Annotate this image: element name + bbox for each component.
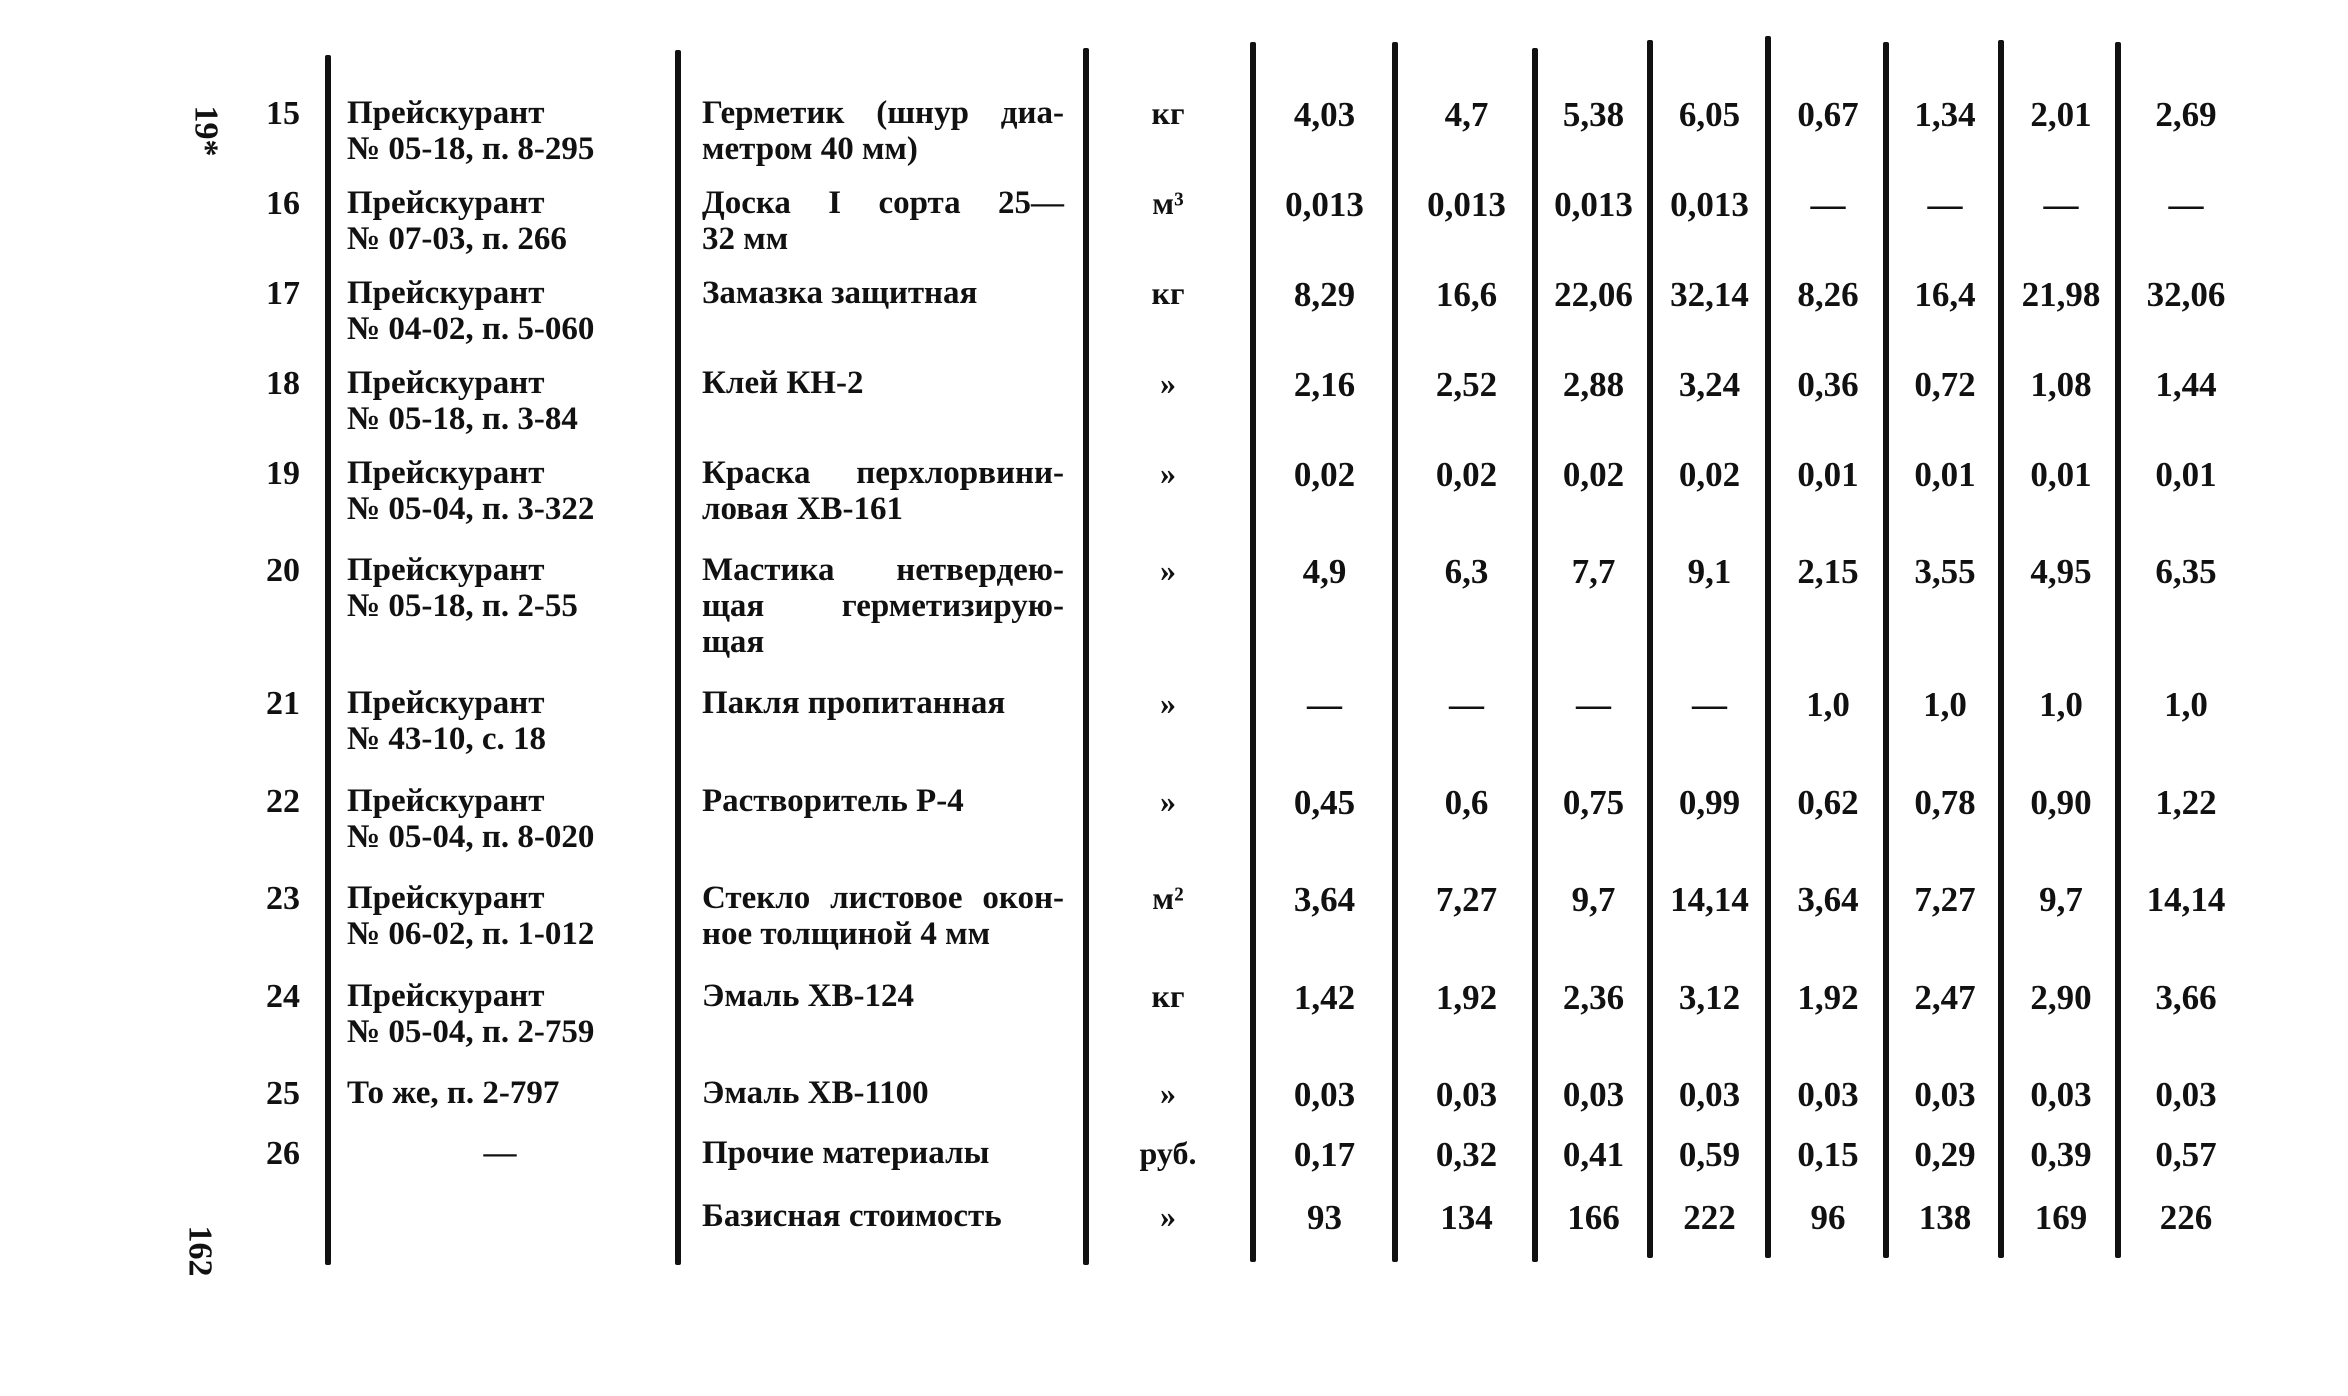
price-list-reference: № 07-03, п. 266 xyxy=(347,221,567,257)
unit-of-measure: » xyxy=(1160,685,1176,721)
consumption-value: 0,01 xyxy=(1914,455,1976,494)
column-rule xyxy=(325,55,331,1265)
consumption-value: 2,69 xyxy=(2155,95,2217,134)
material-name: ное толщиной 4 мм xyxy=(702,916,991,952)
consumption-value: 0,03 xyxy=(1435,1075,1498,1114)
row-number: 17 xyxy=(266,275,300,312)
row-number: 19 xyxy=(266,455,300,492)
consumption-value: — xyxy=(2168,185,2204,224)
consumption-value: 7,27 xyxy=(1914,880,1976,919)
unit-of-measure: » xyxy=(1160,552,1176,588)
column-rule xyxy=(1083,48,1089,1265)
price-list-reference: № 04-02, п. 5-060 xyxy=(347,311,595,347)
consumption-value: 6,05 xyxy=(1678,95,1741,134)
unit-of-measure: » xyxy=(1160,455,1176,491)
consumption-value: 96 xyxy=(1810,1198,1846,1237)
consumption-value: 0,013 xyxy=(1285,185,1364,224)
price-list-reference: № 05-18, п. 8-295 xyxy=(347,131,595,167)
price-list-reference: Прейскурант xyxy=(347,880,545,916)
material-name: Краска перхлорвини- xyxy=(702,455,1064,491)
margin-top-note: 19* xyxy=(187,105,225,157)
material-name: Прочие материалы xyxy=(702,1135,990,1171)
consumption-value: 16,6 xyxy=(1435,275,1498,314)
consumption-value: 3,12 xyxy=(1678,978,1741,1017)
price-list-reference: Прейскурант xyxy=(347,552,545,588)
consumption-value: 0,03 xyxy=(1562,1075,1625,1114)
consumption-value: 0,03 xyxy=(1797,1075,1859,1114)
consumption-value: 2,36 xyxy=(1562,978,1625,1017)
price-list-reference: Прейскурант xyxy=(347,685,545,721)
unit-of-measure: » xyxy=(1160,783,1176,819)
consumption-value: 9,7 xyxy=(1571,880,1616,919)
consumption-value: 2,47 xyxy=(1914,978,1976,1017)
price-list-reference: Прейскурант xyxy=(347,95,545,131)
consumption-value: 4,03 xyxy=(1293,95,1356,134)
consumption-value: 0,02 xyxy=(1435,455,1498,494)
material-name: щая герметизирую- xyxy=(702,588,1064,624)
consumption-value: 93 xyxy=(1307,1198,1342,1237)
consumption-value: 21,98 xyxy=(2021,275,2101,314)
page-number: 162 xyxy=(181,1225,219,1277)
consumption-value: 0,01 xyxy=(2030,455,2092,494)
row-number: 24 xyxy=(266,978,300,1015)
consumption-value: 0,32 xyxy=(1435,1135,1498,1174)
consumption-value: 0,03 xyxy=(2155,1075,2217,1114)
material-name: Пакля пропитанная xyxy=(702,685,1006,721)
consumption-value: 0,02 xyxy=(1562,455,1625,494)
consumption-value: 0,013 xyxy=(1427,185,1506,224)
unit-of-measure: » xyxy=(1160,365,1176,401)
consumption-value: 1,34 xyxy=(1914,95,1976,134)
consumption-value: 9,7 xyxy=(2039,880,2083,919)
consumption-value: 226 xyxy=(2159,1198,2213,1237)
consumption-value: 1,42 xyxy=(1293,978,1356,1017)
column-rule xyxy=(1647,40,1653,1258)
column-rule xyxy=(1392,42,1398,1262)
consumption-value: 1,0 xyxy=(2039,685,2083,724)
consumption-value: — xyxy=(2043,185,2079,224)
consumption-value: 6,3 xyxy=(1444,552,1489,591)
consumption-value: 1,92 xyxy=(1797,978,1859,1017)
unit-of-measure: кг xyxy=(1151,275,1185,311)
row-number: 18 xyxy=(266,365,300,402)
price-list-reference: № 05-04, п. 8-020 xyxy=(347,819,595,855)
consumption-value: 0,99 xyxy=(1678,783,1741,822)
consumption-value: 0,62 xyxy=(1797,783,1859,822)
consumption-value: 0,013 xyxy=(1670,185,1749,224)
unit-of-measure: » xyxy=(1160,1198,1176,1234)
row-number: 23 xyxy=(266,880,300,917)
consumption-value: 16,4 xyxy=(1914,275,1976,314)
row-number: 20 xyxy=(266,552,300,589)
consumption-value: 8,29 xyxy=(1293,275,1356,314)
unit-of-measure: » xyxy=(1160,1075,1176,1111)
row-number: 15 xyxy=(266,95,300,132)
consumption-value: 0,36 xyxy=(1797,365,1859,404)
consumption-value: — xyxy=(1576,685,1611,724)
material-name: щая xyxy=(702,624,765,660)
consumption-value: 0,15 xyxy=(1797,1135,1859,1174)
consumption-value: 169 xyxy=(2034,1198,2088,1237)
consumption-value: 1,92 xyxy=(1435,978,1498,1017)
price-list-reference: Прейскурант xyxy=(347,455,545,491)
consumption-value: 32,14 xyxy=(1670,275,1749,314)
consumption-value: 138 xyxy=(1918,1198,1972,1237)
unit-of-measure: кг xyxy=(1151,978,1185,1014)
consumption-value: 4,7 xyxy=(1444,95,1489,134)
price-list-reference: Прейскурант xyxy=(347,365,545,401)
column-rule xyxy=(2115,42,2121,1258)
material-name: Стекло листовое окон- xyxy=(702,880,1064,916)
consumption-value: 134 xyxy=(1440,1198,1493,1237)
consumption-value: 1,44 xyxy=(2155,365,2217,404)
consumption-value: 0,17 xyxy=(1293,1135,1356,1174)
consumption-value: 1,22 xyxy=(2155,783,2217,822)
consumption-value: 2,52 xyxy=(1435,365,1498,404)
consumption-value: 0,02 xyxy=(1678,455,1741,494)
price-list-reference: Прейскурант xyxy=(347,185,545,221)
consumption-value: 3,55 xyxy=(1914,552,1976,591)
material-name: метром 40 мм) xyxy=(702,131,918,167)
price-list-reference: Прейскурант xyxy=(347,783,545,819)
consumption-value: 0,45 xyxy=(1293,783,1356,822)
consumption-value: 0,67 xyxy=(1797,95,1859,134)
consumption-value: 1,0 xyxy=(1923,685,1967,724)
material-name: Эмаль ХВ-124 xyxy=(702,978,914,1014)
consumption-value: 0,03 xyxy=(2030,1075,2092,1114)
material-name: Растворитель Р-4 xyxy=(702,783,964,819)
row-number: 22 xyxy=(266,783,300,820)
consumption-value: 0,013 xyxy=(1554,185,1633,224)
consumption-value: 0,90 xyxy=(2030,783,2092,822)
row-number: 25 xyxy=(266,1075,300,1112)
material-name: 32 мм xyxy=(702,221,789,257)
consumption-value: — xyxy=(1307,685,1342,724)
consumption-value: — xyxy=(1810,185,1846,224)
consumption-value: 2,16 xyxy=(1293,365,1356,404)
consumption-value: 2,88 xyxy=(1562,365,1625,404)
price-list-reference: Прейскурант xyxy=(347,978,545,1014)
unit-of-measure: м³ xyxy=(1152,185,1184,221)
material-name: Эмаль ХВ-1100 xyxy=(702,1075,929,1111)
consumption-value: 3,66 xyxy=(2155,978,2217,1017)
column-rule xyxy=(1250,42,1256,1262)
material-name: Мастика нетвердею- xyxy=(702,552,1064,588)
consumption-value: 0,57 xyxy=(2155,1135,2217,1174)
row-number: 16 xyxy=(266,185,300,222)
consumption-value: 0,72 xyxy=(1914,365,1976,404)
price-list-reference: — xyxy=(483,1135,517,1171)
consumption-value: 8,26 xyxy=(1797,275,1859,314)
column-rule xyxy=(1998,40,2004,1258)
consumption-value: 9,1 xyxy=(1687,552,1732,591)
consumption-value: — xyxy=(1692,685,1727,724)
consumption-value: 3,64 xyxy=(1293,880,1356,919)
column-rule xyxy=(1883,42,1889,1258)
consumption-value: 1,08 xyxy=(2030,365,2092,404)
consumption-value: 7,27 xyxy=(1435,880,1498,919)
consumption-value: 0,03 xyxy=(1293,1075,1356,1114)
unit-of-measure: м² xyxy=(1152,880,1184,916)
consumption-value: 0,75 xyxy=(1562,783,1625,822)
consumption-value: 4,9 xyxy=(1302,552,1347,591)
consumption-value: 14,14 xyxy=(1670,880,1749,919)
material-name: ловая ХВ-161 xyxy=(702,491,903,527)
price-list-reference: № 05-04, п. 2-759 xyxy=(347,1014,595,1050)
price-list-reference: № 06-02, п. 1-012 xyxy=(347,916,595,952)
consumption-value: — xyxy=(1927,185,1963,224)
consumption-value: 0,03 xyxy=(1914,1075,1976,1114)
column-rule xyxy=(1532,48,1538,1262)
material-name: Базисная стоимость xyxy=(702,1198,1002,1234)
consumption-value: 0,03 xyxy=(1678,1075,1741,1114)
row-number: 21 xyxy=(266,685,300,722)
price-list-reference: Прейскурант xyxy=(347,275,545,311)
consumption-value: 0,01 xyxy=(1797,455,1859,494)
material-name: Герметик (шнур диа- xyxy=(702,95,1064,131)
consumption-value: 0,6 xyxy=(1444,783,1489,822)
consumption-value: 6,35 xyxy=(2155,552,2217,591)
consumption-value: 0,02 xyxy=(1293,455,1356,494)
consumption-value: 3,24 xyxy=(1678,365,1741,404)
unit-of-measure: кг xyxy=(1151,95,1185,131)
consumption-value: — xyxy=(1449,685,1484,724)
consumption-value: 0,01 xyxy=(2155,455,2217,494)
price-list-reference: № 05-04, п. 3-322 xyxy=(347,491,595,527)
unit-of-measure: руб. xyxy=(1139,1135,1197,1171)
consumption-value: 3,64 xyxy=(1797,880,1859,919)
consumption-value: 166 xyxy=(1567,1198,1620,1237)
consumption-value: 14,14 xyxy=(2146,880,2226,919)
material-name: Доска I сорта 25— xyxy=(702,185,1064,221)
price-list-reference: № 05-18, п. 3-84 xyxy=(347,401,578,437)
consumption-value: 1,0 xyxy=(1806,685,1850,724)
price-list-reference: То же, п. 2-797 xyxy=(347,1075,560,1111)
consumption-value: 0,41 xyxy=(1562,1135,1625,1174)
material-name: Клей КН-2 xyxy=(702,365,864,401)
row-number: 26 xyxy=(266,1135,300,1172)
price-list-reference: № 05-18, п. 2-55 xyxy=(347,588,578,624)
consumption-value: 222 xyxy=(1683,1198,1736,1237)
consumption-value: 2,01 xyxy=(2030,95,2092,134)
consumption-value: 22,06 xyxy=(1554,275,1633,314)
consumption-value: 0,29 xyxy=(1914,1135,1976,1174)
consumption-value: 0,59 xyxy=(1678,1135,1741,1174)
consumption-value: 2,90 xyxy=(2030,978,2092,1017)
consumption-value: 0,39 xyxy=(2030,1135,2092,1174)
column-rule xyxy=(1765,36,1771,1258)
consumption-value: 32,06 xyxy=(2146,275,2226,314)
material-name: Замазка защитная xyxy=(702,275,978,311)
consumption-value: 5,38 xyxy=(1562,95,1625,134)
consumption-value: 0,78 xyxy=(1914,783,1976,822)
price-list-reference: № 43-10, с. 18 xyxy=(347,721,547,757)
consumption-value: 2,15 xyxy=(1797,552,1859,591)
consumption-value: 4,95 xyxy=(2030,552,2092,591)
column-rule xyxy=(675,50,681,1265)
consumption-value: 7,7 xyxy=(1571,552,1616,591)
consumption-value: 1,0 xyxy=(2164,685,2208,724)
